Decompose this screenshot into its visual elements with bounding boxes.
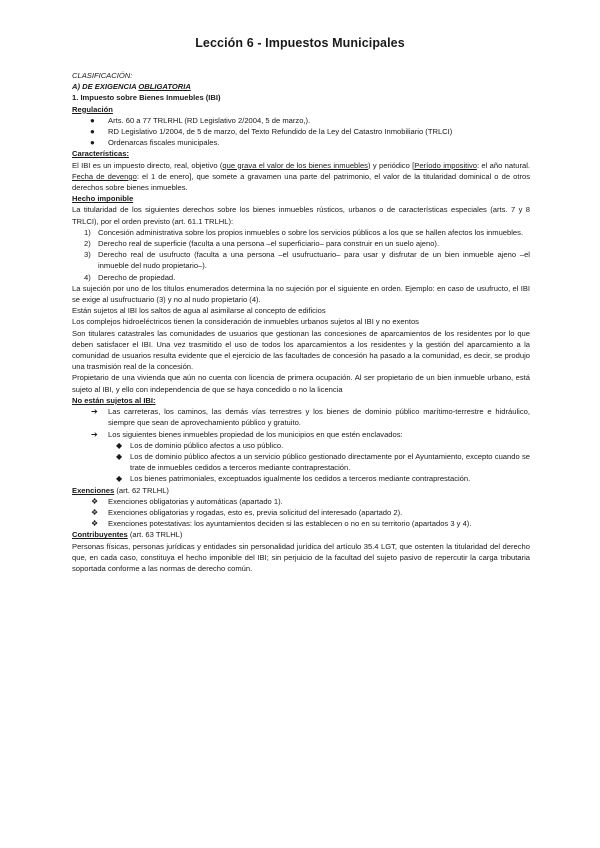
list-item bbox=[72, 496, 530, 507]
exigencia-prefix: A) DE EXIGENCIA bbox=[72, 82, 139, 92]
bullet-dot-icon: ● bbox=[90, 127, 95, 137]
list-item-text: Exenciones potestativas: los ayuntamientos deciden si las establecen o no en su territorio (apartados 3 y 4). bbox=[108, 519, 472, 529]
list-item-text: Exenciones obligatorias y automáticas (apartado 1). bbox=[108, 496, 283, 506]
list-item bbox=[72, 518, 530, 529]
exenciones-heading bbox=[72, 485, 530, 496]
ibi-heading: 1. Impuesto sobre Bienes Inmuebles (IBI) bbox=[72, 93, 221, 103]
hecho-intro: La titularidad de los siguientes derechos sobre los bienes inmuebles rústicos, urbanos o de características especiales (arts. 7 y 8 TRLCI), por el orden previsto (art. 61.1 TRLHL): bbox=[72, 205, 530, 226]
diamond-icon: ◆ bbox=[116, 440, 123, 450]
exigencia-word: OBLIGATORIA bbox=[138, 82, 191, 92]
list-item bbox=[72, 249, 530, 271]
list-item bbox=[72, 451, 530, 473]
contribuyentes-text: Personas físicas, personas jurídicas y entidades sin personalidad jurídica del artículo 35.4 LGT, que ostenten la titularidad del derecho que, en cada caso, constituya el hecho imponible del IBI; sin perjuicio de la facultad del sujeto pasivo de repercutir la carga tributaria soportada conforme a las normas de derecho común. bbox=[72, 541, 530, 573]
list-item bbox=[72, 406, 530, 428]
list-number: 2) bbox=[84, 239, 91, 249]
diamond-icon: ◆ bbox=[116, 474, 123, 484]
list-item-text: Las carreteras, los caminos, las demás vías terrestres y los bienes de dominio público marítimo-terrestre e hidráulico, siempre que sean de aprovechamiento público y gratuito. bbox=[108, 407, 530, 428]
cross-bullet-icon: ❖ bbox=[91, 496, 99, 506]
arrow-icon: ➔ bbox=[91, 429, 98, 439]
arrow-icon: ➔ bbox=[91, 407, 98, 417]
page-title: Lección 6 - Impuestos Municipales bbox=[195, 36, 405, 50]
cross-bullet-icon: ❖ bbox=[91, 507, 99, 517]
list-item-text: Derecho real de superficie (faculta a una persona –el superficiario– para construir en un suelo ajeno). bbox=[98, 239, 440, 249]
cross-bullet-icon: ❖ bbox=[91, 519, 99, 529]
regulacion-heading: Regulación bbox=[72, 104, 113, 114]
article-reference: (art. 62 TRLHL) bbox=[114, 485, 169, 495]
list-item bbox=[72, 238, 530, 249]
underlined-run: que grava el valor de los bienes inmuebles bbox=[222, 160, 368, 170]
caracteristicas-text bbox=[72, 160, 530, 194]
hecho-paragraph: Están sujetos al IBI los saltos de agua al asimilarse al concepto de edificios bbox=[72, 306, 326, 316]
text-run: : el 1 de enero], que somete a gravamen una parte del patrimonio, el valor de la titularidad dominical o de otros derechos sobre bienes inmuebles. bbox=[72, 171, 530, 193]
list-item bbox=[72, 272, 530, 283]
exenciones-list bbox=[72, 496, 530, 530]
list-item bbox=[72, 227, 530, 238]
section-heading: Contribuyentes bbox=[72, 530, 128, 540]
no-sujetos-sublist bbox=[72, 440, 530, 485]
clasificacion-label: CLASIFICACIÓN: bbox=[72, 71, 133, 80]
hecho-paragraph: Propietario de una vivienda que aún no cuenta con licencia de primera ocupación. Al ser propietario de un bien inmueble urbano, está sujeto al IBI, y ello con independencia de que se haya concedido o no la licencia bbox=[72, 373, 530, 394]
section-heading: Exenciones bbox=[72, 485, 115, 495]
hecho-list bbox=[72, 227, 530, 283]
text-run: : el año natural. bbox=[476, 160, 531, 170]
list-number: 3) bbox=[84, 250, 91, 260]
list-item-text: Exenciones obligatorias y rogadas, esto es, previa solicitud del interesado (apartado 2). bbox=[108, 507, 403, 517]
list-item bbox=[72, 115, 530, 126]
underlined-run: Período impositivo bbox=[414, 160, 477, 170]
diamond-icon: ◆ bbox=[116, 451, 123, 461]
hecho-paragraph: Son titulares catastrales las comunidades de usuarios que gestionan las concesiones de aparcamientos de los residentes por lo que deben satisfacer el IBI. Una vez trasmitido el uso de todos los aparcamientos a los residentes y la gestión del aparcamiento a la comunidad de usuarios resulta evidente que el ejercicio de las facultades de concesión ha pasado a la comunidad, es decir, se produjo una trasmisión real de la concesión. bbox=[72, 328, 530, 372]
list-item-text: Los bienes patrimoniales, exceptuados igualmente los cedidos a terceros mediante contraprestación. bbox=[130, 474, 471, 484]
list-item-text: RD Legislativo 1/2004, de 5 de marzo, del Texto Refundido de la Ley del Catastro Inmobiliario (TRLCI) bbox=[108, 127, 453, 137]
list-item bbox=[72, 440, 530, 451]
regulacion-list bbox=[72, 115, 530, 149]
caracteristicas-heading: Características: bbox=[72, 149, 129, 159]
underlined-run: Fecha de devengo bbox=[72, 171, 137, 181]
text-run: ) y periódico [ bbox=[367, 160, 415, 170]
list-item-text: Los de dominio público afectos a uso público. bbox=[130, 440, 284, 450]
list-item bbox=[72, 429, 530, 440]
contribuyentes-heading bbox=[72, 529, 530, 540]
list-item bbox=[72, 473, 530, 484]
bullet-dot-icon: ● bbox=[90, 138, 95, 148]
list-number: 4) bbox=[84, 272, 91, 282]
no-sujetos-list bbox=[72, 406, 530, 440]
exigencia-heading bbox=[72, 81, 530, 92]
hecho-imponible-heading: Hecho imponible bbox=[72, 194, 134, 204]
list-item-text: Derecho de propiedad. bbox=[98, 272, 176, 282]
hecho-paragraph: Los complejos hidroeléctricos tienen la consideración de inmuebles urbanos sujetos al IBI y no exentos bbox=[72, 317, 419, 327]
text-run: El IBI es un impuesto directo, real, objetivo ( bbox=[72, 160, 223, 170]
list-item bbox=[72, 507, 530, 518]
article-reference: (art. 63 TRLHL) bbox=[127, 530, 183, 540]
document-body bbox=[72, 70, 530, 574]
list-item-text: Ordenarcas fiscales municipales. bbox=[108, 138, 220, 148]
no-sujetos-heading: No están sujetos al IBI: bbox=[72, 395, 156, 405]
list-item-text: Concesión administrativa sobre los propios inmuebles o sobre los servicios públicos a los que se hallen afectos los inmuebles. bbox=[98, 227, 524, 237]
list-item bbox=[72, 126, 530, 137]
list-item-text: Los de dominio público afectos a un servicio público gestionado directamente por el Ayuntamiento, excepto cuando se trate de inmuebles cedidos a terceros mediante contraprestación. bbox=[130, 451, 530, 473]
list-item-text: Los siguientes bienes inmuebles propiedad de los municipios en que estén enclavados: bbox=[108, 429, 403, 439]
list-item-text: Arts. 60 a 77 TRLRHL (RD Legislativo 2/2004, 5 de marzo,). bbox=[108, 115, 311, 125]
hecho-paragraph: La sujeción por uno de los títulos enumerados determina la no sujeción por el siguiente en orden. Ejemplo: en caso de usufructo, el IBI se exige al usufructuario (3) y no al nudo propietario (4). bbox=[72, 283, 530, 305]
list-number: 1) bbox=[84, 227, 91, 237]
bullet-dot-icon: ● bbox=[90, 115, 95, 125]
list-item bbox=[72, 137, 530, 148]
list-item-text: Derecho real de usufructo (faculta a una persona –el usufructuario– para usar y disfrutar de un bien inmueble ajeno –el inmueble del nudo propietario–). bbox=[98, 250, 530, 271]
